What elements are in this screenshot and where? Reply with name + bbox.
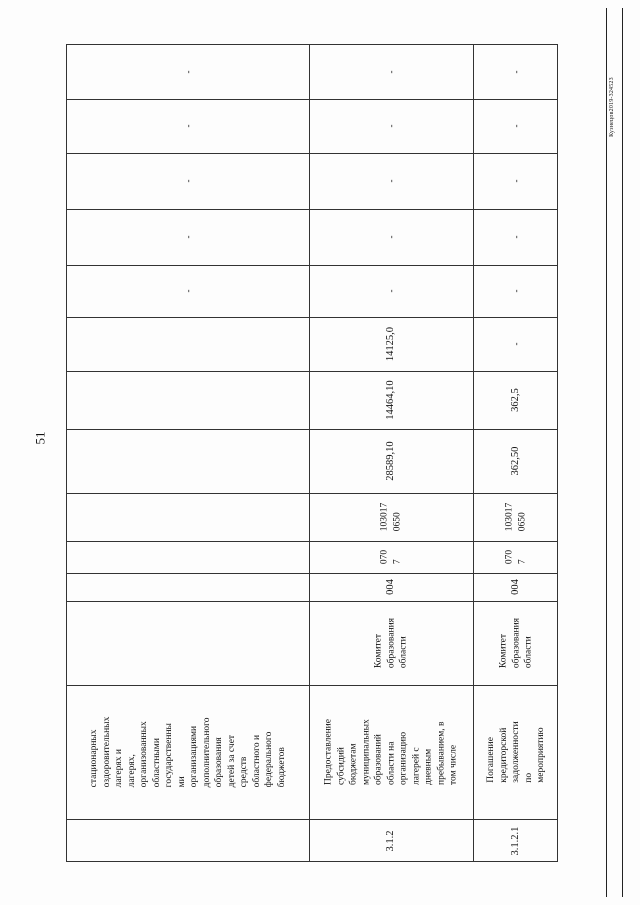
table-cell-name: Погашение кредиторской задолженности по мероприятию [485, 721, 546, 783]
table-cell-y7: - [385, 70, 396, 74]
table-cell-y5: - [510, 179, 521, 183]
table-cell-grbs: 004 [509, 579, 521, 595]
registration-stamp: Кузнецов2019-324523 [609, 77, 615, 137]
table-cell-y1: 14464,10 [384, 380, 396, 420]
table-cell-grbs: 004 [384, 579, 396, 595]
table-cell-code: 3.1.2 [384, 830, 396, 852]
table-cell-y5: - [385, 179, 396, 183]
table-cell-total: 28589,10 [384, 441, 396, 481]
table-cell-code: 3.1.2.1 [509, 826, 521, 856]
table-cell-y5: - [182, 179, 193, 183]
table-cell-y3: - [385, 289, 396, 293]
table-cell-y4: - [385, 235, 396, 239]
table-cell-name: Предоставление субсидий бюджетам муниципальных образований области на организацию лагерей с дневным пребыванием, в том числе [323, 719, 459, 785]
table-cell-y1: 362,5 [509, 388, 521, 412]
table-cell-y6: - [182, 124, 193, 128]
page-number: 51 [32, 431, 47, 445]
table-cell-y3: - [510, 289, 521, 293]
table-cell-y2: - [510, 342, 521, 346]
table-cell-y7: - [182, 70, 193, 74]
budget-table [66, 44, 558, 862]
table-cell-y6: - [385, 124, 396, 128]
table-cell-rzpr: 070 7 [504, 549, 527, 565]
table-cell-name: стационарных оздоровительных лагерях и лагерях, организованных областными государственны ми организациями дополнительного образования детей за счет средств областного и федерального бюджетов [89, 716, 287, 788]
table-cell-executor: Комитет образования области [498, 617, 534, 669]
table-cell-y7: - [510, 70, 521, 74]
table-cell-rzpr: 070 7 [379, 549, 402, 565]
table-cell-csr: 103017 0650 [379, 502, 402, 532]
table-cell-y3: - [182, 289, 193, 293]
table-cell-executor: Комитет образования области [373, 617, 409, 669]
table-cell-csr: 103017 0650 [504, 502, 527, 532]
table-cell-y2: 14125,0 [384, 326, 396, 362]
table-cell-y4: - [510, 235, 521, 239]
table-cell-y6: - [510, 124, 521, 128]
table-cell-total: 362,50 [509, 446, 521, 476]
table-cell-y4: - [182, 235, 193, 239]
